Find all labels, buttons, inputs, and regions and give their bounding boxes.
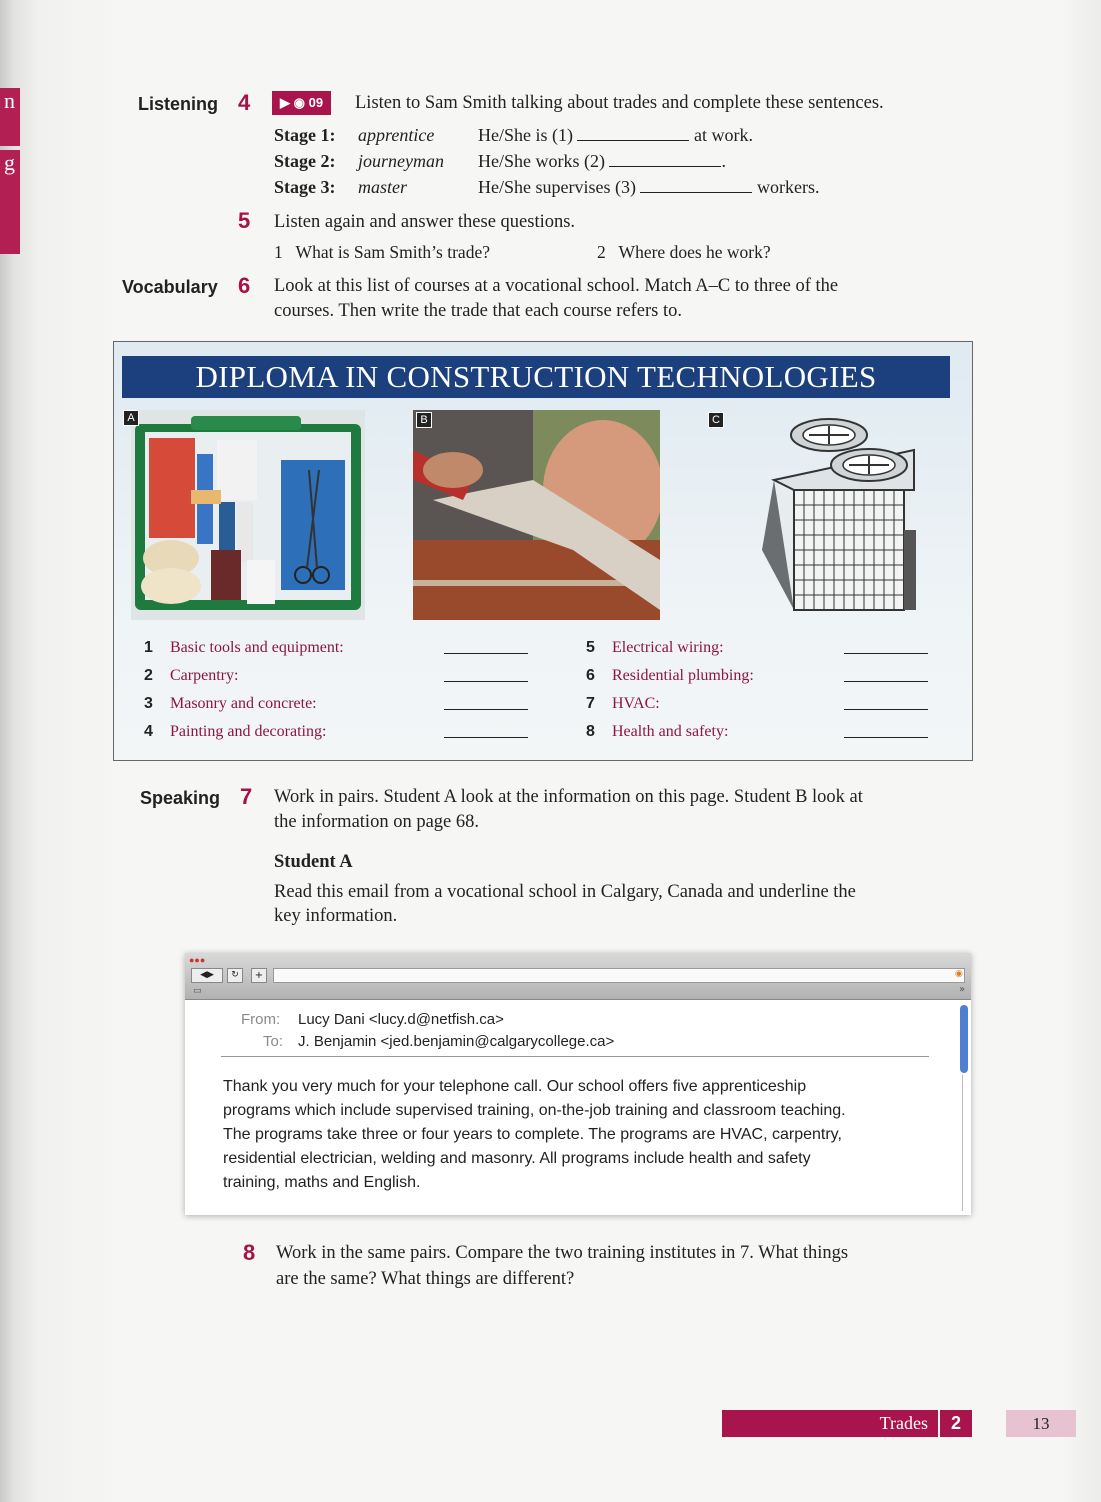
course-name: Residential plumbing: bbox=[612, 667, 754, 684]
stage-sentence-end: at work. bbox=[693, 125, 753, 145]
disc-icon: ◉ bbox=[293, 95, 305, 110]
answer-blank[interactable] bbox=[444, 709, 528, 710]
course-number: 2 bbox=[144, 667, 153, 684]
section-label-listening: Listening bbox=[138, 94, 218, 114]
rss-icon[interactable]: ◉ bbox=[955, 969, 963, 979]
exercise-instruction: Listen to Sam Smith talking about trades and complete these sentences. bbox=[355, 93, 884, 113]
course-number: 4 bbox=[144, 723, 153, 740]
stage-label: Stage 1: bbox=[274, 125, 336, 145]
course-name: Basic tools and equipment: bbox=[170, 639, 344, 656]
answer-blank[interactable] bbox=[444, 653, 528, 654]
answer-blank[interactable] bbox=[640, 176, 752, 193]
stage-sentence: He/She is (1) bbox=[478, 125, 573, 145]
course-item bbox=[586, 667, 754, 685]
course-item bbox=[586, 723, 728, 741]
bookmarks-icon[interactable]: ▭ bbox=[193, 986, 202, 996]
unit-title: Trades bbox=[879, 1413, 928, 1433]
email-body-line: programs which include supervised training, on-the-job training and classroom teaching. bbox=[223, 1102, 846, 1119]
course-name: Health and safety: bbox=[612, 723, 729, 740]
stage-sentence: He/She works (2) bbox=[478, 151, 605, 171]
course-item bbox=[144, 723, 326, 741]
first-aid-kit-image bbox=[131, 410, 365, 620]
scrollbar[interactable] bbox=[960, 1005, 968, 1073]
trowel-image bbox=[413, 410, 660, 620]
to-value: J. Benjamin <jed.benjamin@calgarycollege.ca> bbox=[298, 1033, 615, 1050]
from-value: Lucy Dani <lucy.d@netfish.ca> bbox=[298, 1011, 504, 1028]
question-2: 2 Where does he work? bbox=[597, 242, 771, 262]
address-bar[interactable] bbox=[273, 968, 965, 983]
reading-instruction-line: key information. bbox=[274, 906, 398, 926]
stage-label: Stage 2: bbox=[274, 151, 336, 171]
image-label-b: B bbox=[416, 412, 432, 428]
course-number: 8 bbox=[586, 723, 595, 740]
course-name: Carpentry: bbox=[170, 667, 239, 684]
spine-letter: g bbox=[4, 150, 15, 175]
more-icon[interactable]: » bbox=[959, 984, 966, 995]
section-label-vocabulary: Vocabulary bbox=[122, 277, 218, 297]
course-number: 5 bbox=[586, 639, 595, 656]
play-icon: ▶ bbox=[280, 95, 290, 110]
email-body bbox=[223, 1075, 846, 1195]
exercise-number: 7 bbox=[240, 784, 253, 809]
email-body-line: residential electrician, welding and masonry. All programs include health and safety bbox=[223, 1150, 811, 1167]
exercise-number: 8 bbox=[243, 1240, 256, 1265]
stage-row bbox=[274, 124, 753, 146]
browser-toolbar bbox=[185, 953, 971, 1000]
email-body-line: Thank you very much for your telephone call. Our school offers five apprenticeship bbox=[223, 1078, 807, 1095]
exercise-number: 6 bbox=[238, 273, 251, 298]
exercise-instruction-line: Look at this list of courses at a vocational school. Match A–C to three of the bbox=[274, 276, 839, 296]
unit-number-badge: 2 bbox=[940, 1410, 972, 1437]
window-controls-icon[interactable]: ●●● bbox=[189, 955, 206, 965]
exercise-instruction-line: Work in the same pairs. Compare the two training institutes in 7. What things bbox=[276, 1243, 849, 1263]
back-forward-icon[interactable]: ◀▶ bbox=[191, 968, 223, 983]
section-label-speaking: Speaking bbox=[140, 788, 221, 808]
course-name: Masonry and concrete: bbox=[170, 695, 317, 712]
course-name: HVAC: bbox=[612, 695, 660, 712]
spine-tab-bottom bbox=[0, 150, 20, 254]
course-item bbox=[144, 695, 317, 713]
add-tab-icon[interactable]: + bbox=[251, 968, 267, 983]
image-label-c: C bbox=[708, 412, 724, 428]
course-item bbox=[144, 639, 344, 657]
diploma-panel bbox=[113, 341, 973, 761]
answer-blank[interactable] bbox=[609, 150, 721, 167]
diploma-title: DIPLOMA IN CONSTRUCTION TECHNOLOGIES bbox=[122, 356, 950, 398]
scroll-track bbox=[962, 1075, 963, 1211]
answer-blank[interactable] bbox=[577, 124, 689, 141]
email-body-line: The programs take three or four years to complete. The programs are HVAC, carpentry, bbox=[223, 1126, 842, 1143]
stage-sentence-end: . bbox=[721, 151, 726, 171]
page-number: 13 bbox=[1006, 1410, 1076, 1437]
audio-track-number: 09 bbox=[308, 95, 324, 110]
stage-role: apprentice bbox=[358, 125, 435, 145]
exercise-instruction: Listen again and answer these questions. bbox=[274, 212, 576, 232]
header-divider bbox=[221, 1056, 929, 1057]
spine-letter: n bbox=[4, 88, 15, 113]
to-label: To: bbox=[263, 1033, 284, 1050]
reading-instruction-line: Read this email from a vocational school in Calgary, Canada and underline the bbox=[274, 882, 856, 902]
exercise-number: 5 bbox=[238, 208, 251, 233]
stage-role: journeyman bbox=[358, 151, 444, 171]
reload-icon[interactable]: ↻ bbox=[227, 968, 243, 983]
audio-badge[interactable] bbox=[272, 91, 331, 115]
student-heading: Student A bbox=[274, 852, 353, 872]
audio-track-button[interactable] bbox=[272, 91, 331, 115]
image-label-a: A bbox=[123, 410, 139, 426]
unit-title-tab bbox=[722, 1410, 938, 1437]
stage-role: master bbox=[358, 177, 407, 197]
answer-blank[interactable] bbox=[844, 737, 928, 738]
course-name: Electrical wiring: bbox=[612, 639, 724, 656]
exercise-instruction-line: are the same? What things are different? bbox=[276, 1269, 575, 1289]
answer-blank[interactable] bbox=[844, 709, 928, 710]
stage-label: Stage 3: bbox=[274, 177, 336, 197]
course-item bbox=[144, 667, 238, 685]
answer-blank[interactable] bbox=[844, 653, 928, 654]
exercise-number: 4 bbox=[238, 90, 251, 115]
course-number: 6 bbox=[586, 667, 595, 684]
course-item bbox=[586, 695, 660, 713]
stage-sentence-end: workers. bbox=[756, 177, 820, 197]
answer-blank[interactable] bbox=[844, 681, 928, 682]
answer-blank[interactable] bbox=[444, 681, 528, 682]
course-item bbox=[586, 639, 724, 657]
stage-row bbox=[274, 176, 819, 198]
stage-row bbox=[274, 150, 726, 172]
question-1: 1 What is Sam Smith’s trade? bbox=[274, 242, 490, 262]
course-number: 3 bbox=[144, 695, 153, 712]
spine-tab-top bbox=[0, 88, 20, 146]
exercise-instruction-line: Work in pairs. Student A look at the information on this page. Student B look at bbox=[274, 787, 863, 807]
answer-blank[interactable] bbox=[444, 737, 528, 738]
hvac-unit-image bbox=[754, 410, 964, 620]
email-window bbox=[185, 953, 971, 1215]
course-number: 1 bbox=[144, 639, 153, 656]
email-body-line: training, maths and English. bbox=[223, 1174, 421, 1191]
from-label: From: bbox=[241, 1011, 281, 1028]
course-name: Painting and decorating: bbox=[170, 723, 327, 740]
course-number: 7 bbox=[586, 695, 595, 712]
exercise-instruction-line: courses. Then write the trade that each course refers to. bbox=[274, 301, 683, 321]
stage-sentence: He/She supervises (3) bbox=[478, 177, 636, 197]
exercise-instruction-line: the information on page 68. bbox=[274, 812, 479, 832]
